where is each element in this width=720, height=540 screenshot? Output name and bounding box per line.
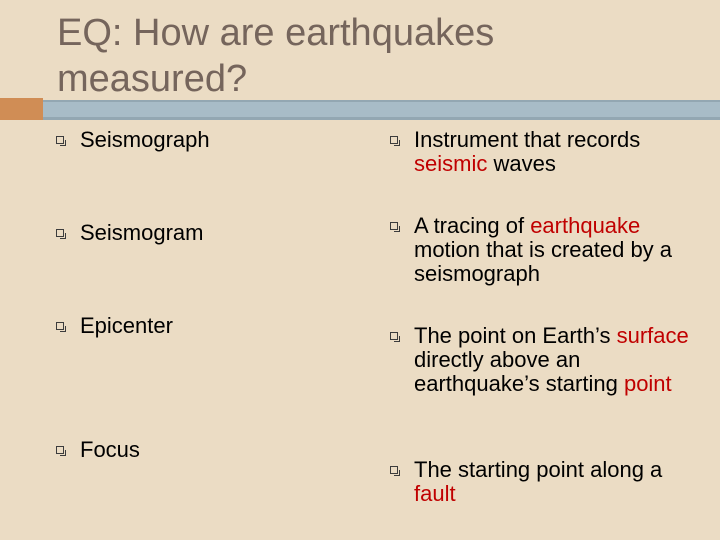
square-bullet-icon: [56, 446, 64, 454]
definition-keyword: earthquake: [530, 213, 641, 238]
definition-seismograph: [414, 128, 704, 176]
term-focus: Focus: [80, 437, 140, 462]
square-bullet-icon: [390, 466, 398, 474]
square-bullet-icon: [390, 222, 398, 230]
definition-text: Instrument that records: [414, 127, 641, 152]
term-epicenter: Epicenter: [80, 313, 173, 338]
title-line-2: measured?: [57, 58, 248, 100]
definition-focus: [414, 458, 694, 506]
term-seismogram: Seismogram: [80, 220, 204, 245]
definition-text: motion that is created by a seismograph: [414, 237, 673, 286]
definition-text: A tracing of: [414, 213, 531, 238]
definition-epicenter: [414, 324, 694, 396]
definition-text: The starting point along a: [414, 457, 663, 482]
definition-keyword: point: [623, 371, 672, 396]
title-line-1: EQ: How are earthquakes: [57, 12, 495, 54]
definition-text: The point on Earth’s: [414, 323, 617, 348]
title-divider-accent: [0, 98, 43, 120]
definition-text: directly above an earthquake’s starting: [414, 347, 624, 396]
definition-seismogram: [414, 214, 684, 286]
square-bullet-icon: [390, 136, 398, 144]
term-seismograph: Seismograph: [80, 127, 210, 152]
definition-keyword: seismic: [414, 151, 488, 176]
square-bullet-icon: [56, 322, 64, 330]
title-divider-band: [43, 100, 720, 120]
page-title: [57, 10, 697, 102]
definition-text: waves: [487, 151, 556, 176]
square-bullet-icon: [56, 229, 64, 237]
definition-keyword: surface: [616, 323, 689, 348]
square-bullet-icon: [390, 332, 398, 340]
definition-keyword: fault: [414, 481, 456, 506]
square-bullet-icon: [56, 136, 64, 144]
